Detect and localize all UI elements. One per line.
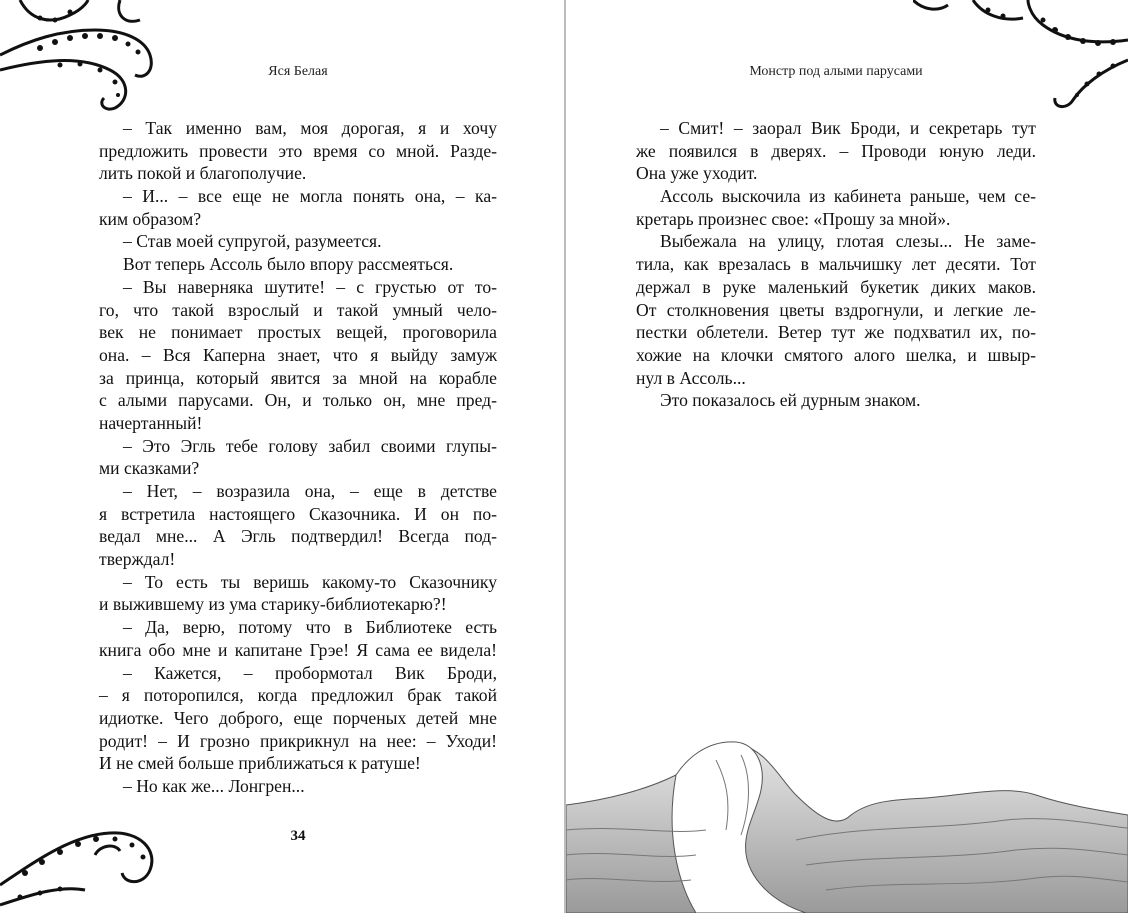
text-line: го, что такой взрослый и такой умный чело- bbox=[99, 299, 497, 320]
running-head-book-title: Монстр под алыми парусами bbox=[749, 64, 923, 79]
text-line: – Но как же... Лонгрен... bbox=[123, 775, 305, 796]
text-line: ведал мне... А Эгль подтвердил! Всегда под- bbox=[99, 526, 497, 547]
text-line: нул в Ассоль... bbox=[636, 367, 746, 388]
text-line: с алыми парусами. Он, и только он, мне пред- bbox=[99, 390, 497, 411]
text-line: – То есть ты веришь какому-то Сказочнику bbox=[123, 571, 497, 592]
text-line: Вот теперь Ассоль было впору рассмеяться. bbox=[123, 254, 454, 275]
octopus-tentacle-top-right-illustration bbox=[913, 0, 1128, 115]
text-line: хожие на клочки смятого алого шелка, и швыр- bbox=[636, 344, 1036, 365]
text-line: – Это Эгль тебе голову забил своими глупы- bbox=[123, 435, 497, 456]
text-line: пестки облетели. Ветер тут же подхватил их, по- bbox=[636, 322, 1036, 343]
text-line: – Кажется, – пробормотал Вик Броди, bbox=[123, 662, 497, 683]
running-head-author: Яся Белая bbox=[268, 64, 328, 79]
text-line: – Смит! – заорал Вик Броди, и секретарь тут bbox=[660, 118, 1036, 138]
text-line: век не понимает простых вещей, проговорила bbox=[99, 322, 497, 343]
text-line: – Так именно вам, моя дорогая, я и хочу bbox=[123, 118, 497, 138]
left-page-body-text bbox=[99, 117, 497, 798]
text-line: и выжившему из ума старику-библиотекарю?! bbox=[99, 594, 447, 615]
text-line: начертанный! bbox=[99, 412, 203, 433]
right-page bbox=[566, 0, 1128, 913]
text-line: Ассоль выскочила из кабинета раньше, чем се- bbox=[660, 186, 1036, 207]
text-line: родит! – И грозно прикрикнул на нее: – Уходи! bbox=[99, 730, 497, 751]
text-line: – Вы наверняка шутите! – с грустью от то- bbox=[123, 276, 497, 297]
text-line: Это показалось ей дурным знаком. bbox=[660, 390, 921, 411]
text-line: книга обо мне и капитане Грэе! Я сама ее видела! bbox=[99, 639, 497, 660]
text-line: Выбежала на улицу, глотая слезы... Не заме- bbox=[660, 231, 1036, 252]
text-line: я встретила настоящего Сказочника. И он по- bbox=[99, 503, 497, 524]
text-line: И не смей больше приближаться к ратуше! bbox=[99, 753, 421, 774]
text-line: предложить провести это время со мной. Разде- bbox=[99, 140, 497, 161]
text-line: тила, как врезалась в мальчишку лет десяти. Тот bbox=[636, 254, 1036, 275]
text-line: тверждал! bbox=[99, 549, 176, 570]
octopus-tentacle-bottom-left-illustration bbox=[0, 815, 170, 913]
text-line: идиотке. Чего доброго, еще порченых детей мне bbox=[99, 707, 497, 728]
text-line: – И... – все еще не могла понять она, – ка- bbox=[123, 186, 497, 207]
text-line: – Нет, – возразила она, – еще в детстве bbox=[123, 481, 497, 501]
text-line: ми сказками? bbox=[99, 458, 200, 479]
text-line: – Став моей супругой, разумеется. bbox=[123, 231, 382, 252]
text-line: Она уже уходит. bbox=[636, 163, 758, 184]
text-line: – Да, верю, потому что в Библиотеке есть bbox=[123, 617, 497, 638]
text-line: От столкновения цветы вздрогнули, и легкие ле- bbox=[636, 299, 1036, 320]
right-page-body-text bbox=[636, 117, 1036, 412]
text-line: она. – Вся Каперна знает, что я выйду замуж bbox=[99, 344, 497, 365]
text-line: держал в руке маленький букетик диких маков. bbox=[636, 276, 1036, 297]
octopus-tentacle-top-left-illustration bbox=[0, 0, 180, 125]
text-line: – я поторопился, когда предложил брак такой bbox=[99, 685, 497, 706]
sea-wave-illustration bbox=[566, 720, 1128, 913]
page-number: 34 bbox=[290, 828, 306, 844]
text-line: за принца, который явится за мной на корабле bbox=[99, 367, 497, 388]
text-line: кретарь произнес свое: «Прошу за мной». bbox=[636, 208, 951, 229]
text-line: лить покой и благополучие. bbox=[99, 163, 307, 184]
text-line: ким образом? bbox=[99, 208, 202, 229]
text-line: же появился в дверях. – Проводи юную леди. bbox=[636, 140, 1036, 161]
